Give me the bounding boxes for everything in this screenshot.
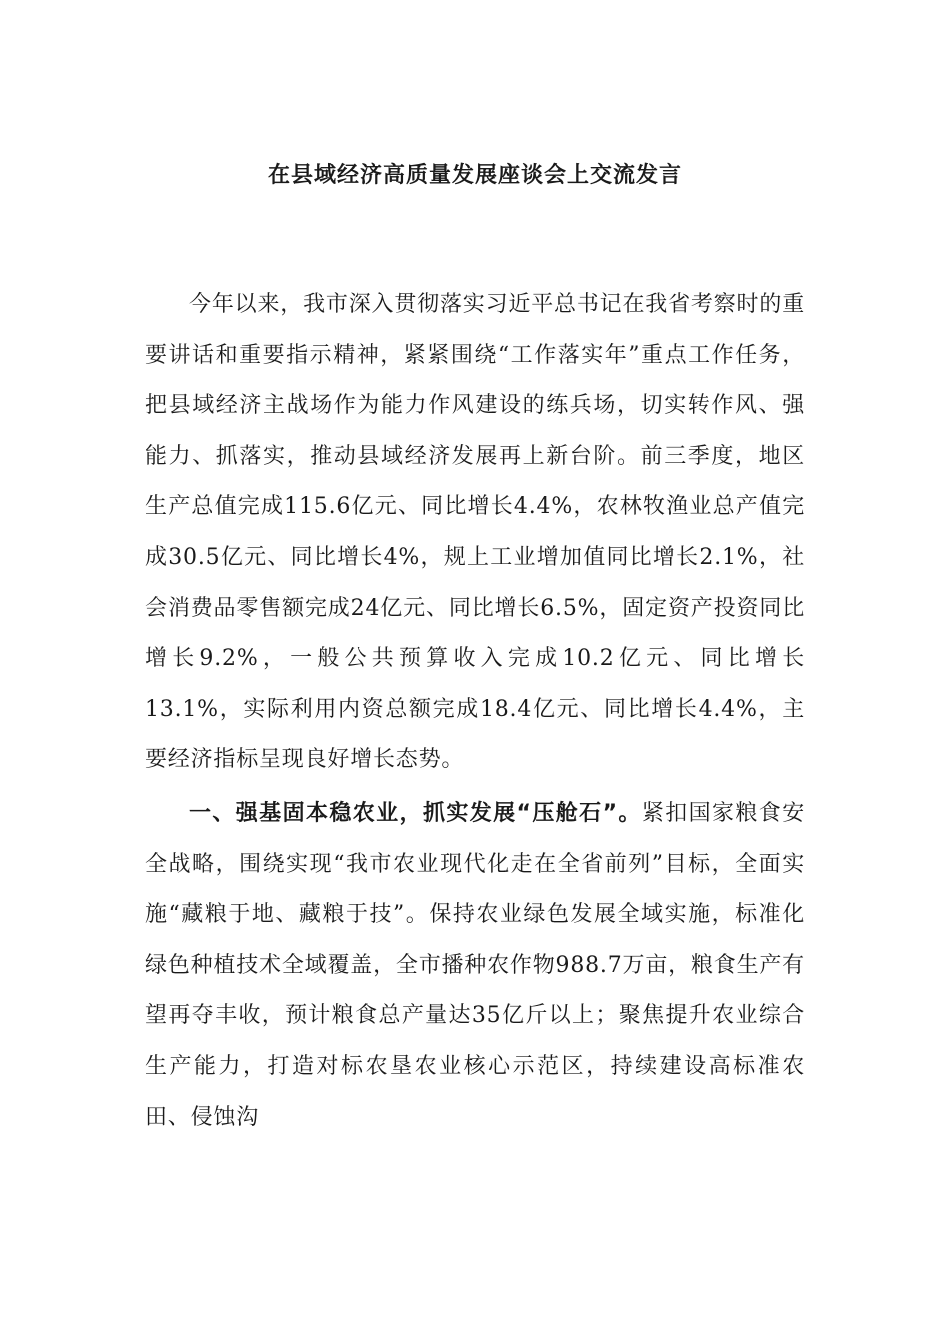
- section-one-text: 紧扣国家粮食安全战略，围绕实现“我市农业现代化走在全省前列”目标，全面实施“藏粮于地、藏粮于技”。保持农业绿色发展全域实施，标准化绿色种植技术全域覆盖，全市播种农作物988.7万亩，粮食生产有望再夺丰收，预计粮食总产量达35亿斤以上；聚焦提升农业综合生产能力，打造对标农垦农业核心示范区，持续建设高标准农田、侵蚀沟: [145, 800, 805, 1130]
- document-body: [145, 280, 805, 1143]
- section-one-heading: 一、强基固本稳农业，抓实发展“压舱石”。: [189, 800, 642, 826]
- section-one-paragraph: [145, 789, 805, 1143]
- intro-paragraph-text: 今年以来，我市深入贯彻落实习近平总书记在我省考察时的重要讲话和重要指示精神，紧紧围绕“工作落实年”重点工作任务，把县域经济主战场作为能力作风建设的练兵场，切实转作风、强能力、抓落实，推动县域经济发展再上新台阶。前三季度，地区生产总值完成115.6亿元、同比增长4.4%，农林牧渔业总产值完成30.5亿元、同比增长4%，规上工业增加值同比增长2.1%，社会消费品零售额完成24亿元、同比增长6.5%，固定资产投资同比增长9.2%，一般公共预算收入完成10.2亿元、同比增长13.1%，实际利用内资总额完成18.4亿元、同比增长4.4%，主要经济指标呈现良好增长态势。: [145, 292, 805, 773]
- document-title: 在县域经济高质量发展座谈会上交流发言: [267, 163, 682, 188]
- intro-paragraph: [145, 280, 805, 786]
